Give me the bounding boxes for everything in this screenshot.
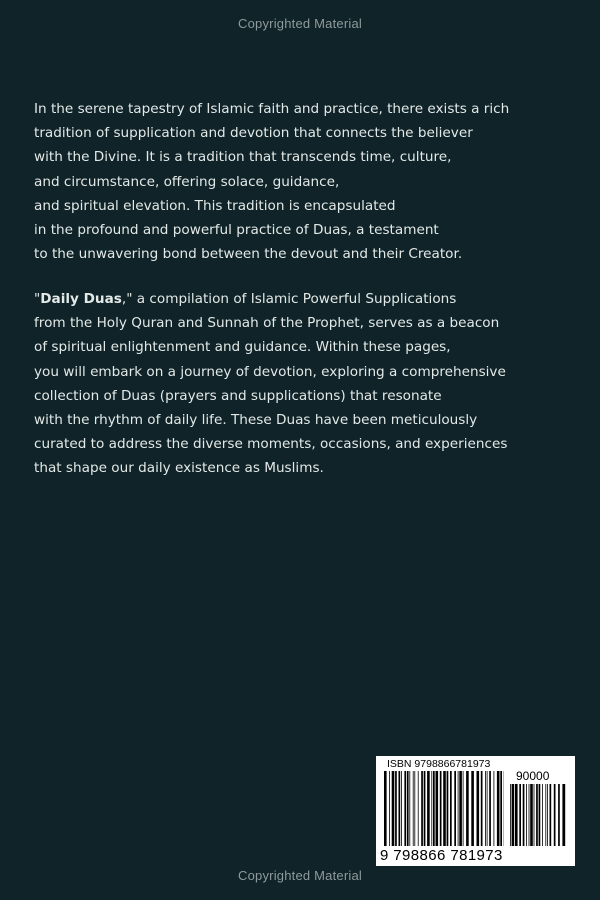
paragraph-line: in the profound and powerful practice of Duas, a testament: [34, 222, 439, 239]
paragraph-line: tradition of supplication and devotion that connects the believer: [34, 125, 473, 142]
paragraph-line-rest: ," a compilation of Islamic Powerful Supplications: [121, 291, 457, 307]
barcode-bar: [558, 784, 560, 846]
paragraph-line: and spiritual elevation. This tradition is encapsulated: [34, 197, 396, 214]
barcode-bar: [401, 771, 402, 846]
book-title: Daily Duas: [40, 291, 122, 307]
barcode-bar: [485, 771, 486, 846]
barcode-bar: [427, 771, 430, 846]
barcode-bar: [421, 771, 423, 846]
price-code: 90000: [516, 769, 550, 783]
barcode-bar: [477, 771, 480, 846]
barcode-bar: [545, 784, 546, 846]
paragraph-line: of spiritual enlightenment and guidance. Within these pages,: [34, 339, 451, 356]
barcode-bar: [510, 784, 511, 846]
paragraph-line: to the unwavering bond between the devout and their Creator.: [34, 246, 463, 263]
barcode-bar: [487, 771, 488, 846]
barcode-bar: [413, 771, 414, 846]
copyright-watermark-bottom: Copyrighted Material: [238, 868, 362, 883]
paragraph-line: In the serene tapestry of Islamic faith and practice, there exists a rich: [34, 101, 510, 117]
barcode-bar: [562, 784, 565, 846]
barcode-bar: [389, 771, 390, 846]
paragraph-line: with the rhythm of daily life. These Duas have been meticulously: [34, 412, 478, 429]
paragraph-line: and circumstance, offering solace, guidance,: [34, 173, 340, 190]
barcode-bar: [436, 771, 439, 846]
barcode-bar: [497, 771, 500, 846]
barcode-bar: [431, 771, 432, 846]
barcode-bar: [384, 771, 387, 846]
barcode-bar: [433, 771, 435, 846]
paragraph-line: you will embark on a journey of devotion, exploring a comprehensive: [34, 363, 506, 380]
barcode-bar: [450, 771, 452, 846]
barcode-bars: [384, 771, 504, 846]
isbn-barcode: [376, 756, 575, 866]
paragraph-line: [34, 287, 554, 311]
paragraph-line: curated to address the diverse moments, occasions, and experiences: [34, 436, 508, 453]
barcode-bar: [447, 771, 449, 846]
barcode-bar: [550, 784, 552, 846]
barcode-bar: [409, 771, 410, 846]
copyright-watermark-top: Copyrighted Material: [238, 16, 362, 31]
barcode-bar: [424, 771, 426, 846]
barcode-bar: [399, 771, 401, 846]
barcode-bar: [547, 784, 548, 846]
barcode-bar: [542, 784, 543, 846]
barcode-bar: [481, 771, 483, 846]
barcode-bar: [392, 771, 395, 846]
barcode-bar: [536, 784, 538, 846]
barcode-bar: [530, 784, 533, 846]
barcode-bar: [466, 771, 469, 846]
barcode-bar: [512, 784, 515, 846]
barcode-bar: [458, 771, 459, 846]
barcode-bar: [404, 771, 406, 846]
open-quote: ": [34, 291, 41, 307]
barcode-bar: [395, 771, 397, 846]
barcode-bar: [500, 771, 502, 846]
barcode-bar: [534, 784, 535, 846]
barcode-bar: [523, 784, 525, 846]
barcode-bar: [463, 771, 464, 846]
barcode-bar: [440, 771, 442, 846]
barcode-bar: [539, 784, 541, 846]
barcode-addon-bars: [510, 784, 566, 846]
barcode-bar: [515, 784, 518, 846]
barcode-bar: [407, 771, 409, 846]
intro-paragraph: [34, 97, 554, 266]
barcode-bar: [529, 784, 530, 846]
barcode-digits: 9 798866 781973: [380, 847, 503, 864]
paragraph-line: with the Divine. It is a tradition that transcends time, culture,: [34, 149, 452, 166]
barcode-bar: [494, 771, 495, 846]
description-paragraph: [34, 287, 554, 481]
paragraph-line: collection of Duas (prayers and supplications) that resonate: [34, 387, 442, 404]
barcode-bar: [414, 771, 415, 846]
barcode-bar: [454, 771, 456, 846]
barcode-bar: [418, 771, 419, 846]
barcode-bar: [489, 771, 491, 846]
barcode-bar: [526, 784, 527, 846]
paragraph-line: that shape our daily existence as Muslims.: [34, 460, 324, 477]
isbn-label: ISBN 9798866781973: [387, 758, 491, 770]
barcode-bar: [459, 771, 462, 846]
paragraph-line: from the Holy Quran and Sunnah of the Prophet, serves as a beacon: [34, 315, 500, 332]
barcode-bar: [443, 771, 446, 846]
barcode-bar: [471, 771, 474, 846]
barcode-bar: [554, 784, 556, 846]
barcode-bar: [519, 784, 521, 846]
